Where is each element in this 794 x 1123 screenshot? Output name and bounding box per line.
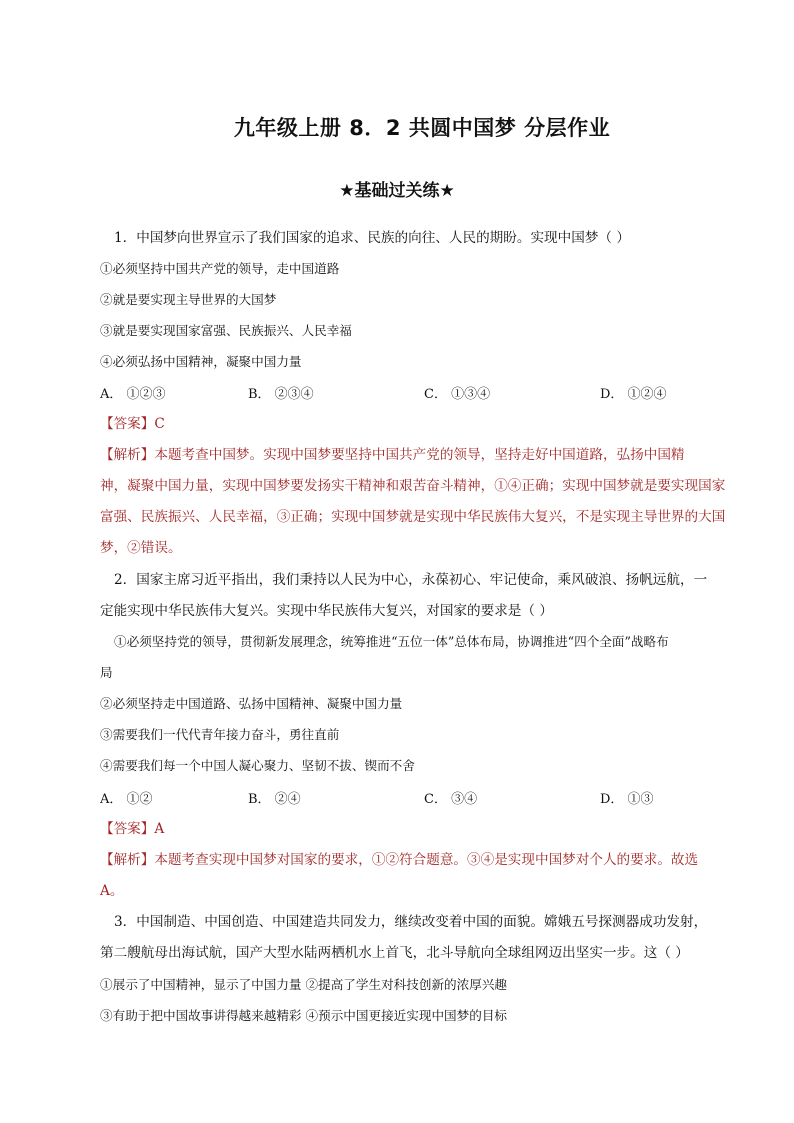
question-1-analysis-line-3: 富强、民族振兴、人民幸福，③正确；实现中国梦就是实现中华民族伟大复兴，不是实现主导世界的大国 (100, 509, 726, 525)
question-1-analysis-line-2: 神，凝聚中国力量，实现中国梦要发扬实干精神和艰苦奋斗精神，①④正确；实现中国梦就是要实现国家 (100, 478, 726, 494)
choice-c: C． ①③④ (424, 387, 491, 402)
question-3-items-line-1: ①展示了中国精神，显示了中国力量 ②提高了学生对科技创新的浓厚兴趣 (100, 977, 508, 992)
question-3-items-line-2: ③有助于把中国故事讲得越来越精彩 ④预示中国更接近实现中国梦的目标 (100, 1008, 508, 1023)
question-2-item-1-cont: 局 (100, 665, 113, 680)
section-heading: ★基础过关练★ (339, 181, 455, 201)
question-2-item-4: ④需要我们每一个中国人凝心聚力、坚韧不拔、锲而不舍 (100, 758, 415, 773)
choice-a: A． ①② (100, 792, 153, 807)
question-2-stem-line-1: 2．国家主席习近平指出，我们秉持以人民为中心，永葆初心、牢记使命，乘风破浪、扬帆远航，一 (114, 572, 708, 588)
question-3-stem-line-2: 第二艘航母出海试航，国产大型水陆两栖机水上首飞，北斗导航向全球组网迈出坚实一步。这（ ） (100, 945, 689, 961)
question-2-stem-line-2: 定能实现中华民族伟大复兴。实现中华民族伟大复兴，对国家的要求是（ ） (100, 603, 553, 619)
question-1-analysis-line-1: 【解析】本题考查中国梦。实现中国梦要坚持中国共产党的领导，坚持走好中国道路，弘扬中国精 (100, 447, 685, 463)
question-2-item-2: ②必须坚持走中国道路、弘扬中国精神、凝聚中国力量 (100, 696, 403, 711)
question-2-analysis-line-1: 【解析】本题考查实现中国梦对国家的要求，①②符合题意。③④是实现中国梦对个人的要求。故选 (100, 852, 699, 868)
choice-b: B． ②④ (248, 792, 301, 807)
question-2-answer: 【答案】A (100, 821, 165, 837)
choice-a: A． ①②③ (100, 387, 166, 402)
question-2-item-1: ①必须坚持党的领导，贯彻新发展理念，统筹推进“五位一体”总体布局，协调推进“四个全面”战略布 (114, 634, 669, 649)
choice-d: D． ①②④ (600, 387, 667, 402)
question-1-item-2: ②就是要实现主导世界的大国梦 (100, 292, 277, 307)
question-1-choices (100, 383, 720, 403)
question-1-stem: 1．中国梦向世界宣示了我们国家的追求、民族的向往、人民的期盼。实现中国梦（ ） (114, 230, 630, 246)
choice-c: C． ③④ (424, 792, 478, 807)
page-title: 九年级上册 8．2 共圆中国梦 分层作业 (233, 116, 611, 140)
question-1-analysis-line-4: 梦，②错误。 (100, 540, 182, 556)
question-1-item-1: ①必须坚持中国共产党的领导，走中国道路 (100, 261, 340, 276)
question-1-answer: 【答案】C (100, 416, 165, 432)
choice-d: D． ①③ (600, 792, 654, 807)
choice-b: B． ②③④ (248, 387, 314, 402)
question-3-stem-line-1: 3．中国制造、中国创造、中国建造共同发力，继续改变着中国的面貌。嫦娥五号探测器成功发射， (114, 914, 708, 930)
question-2-item-3: ③需要我们一代代青年接力奋斗，勇往直前 (100, 727, 340, 742)
question-1-item-4: ④必须弘扬中国精神，凝聚中国力量 (100, 354, 302, 369)
question-1-item-3: ③就是要实现国家富强、民族振兴、人民幸福 (100, 323, 352, 338)
question-2-analysis-line-2: A。 (100, 883, 124, 899)
question-2-choices (100, 788, 720, 808)
